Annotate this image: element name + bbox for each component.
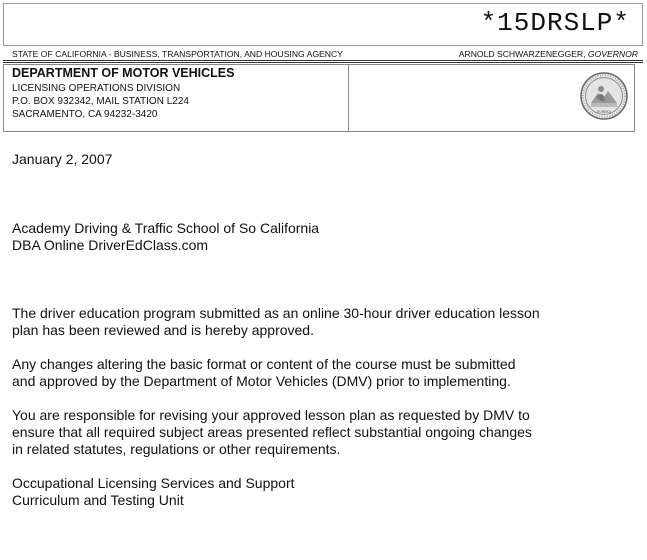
governor-name: ARNOLD SCHWARZENEGGER,	[458, 49, 586, 59]
recipient-line: Academy Driving & Traffic School of So California	[12, 220, 320, 236]
barcode-box	[3, 3, 643, 46]
state-seal-icon	[579, 71, 629, 121]
agency-header-line	[12, 48, 638, 60]
address-line: SACRAMENTO, CA 94232-3420	[12, 109, 158, 120]
department-name: DEPARTMENT OF MOTOR VEHICLES	[12, 66, 235, 80]
paragraph-1-line: The driver education program submitted as an online 30-hour driver education lesson	[12, 305, 540, 321]
signature-line: Curriculum and Testing Unit	[12, 492, 184, 508]
governor-title: GOVERNOR	[587, 49, 638, 59]
paragraph-2-line: Any changes altering the basic format or content of the course must be submitted	[12, 356, 516, 372]
agency-name: STATE OF CALIFORNIA - BUSINESS, TRANSPORTATION, AND HOUSING AGENCY	[12, 49, 343, 59]
paragraph-3-line: You are responsible for revising your approved lesson plan as requested by DMV to	[12, 407, 530, 423]
letter-date: January 2, 2007	[12, 151, 113, 167]
svg-text:EUREKA: EUREKA	[596, 110, 612, 114]
governor-credit	[459, 48, 638, 60]
header-rule-top	[3, 60, 643, 61]
signature-line: Occupational Licensing Services and Support	[12, 475, 295, 491]
barcode-text: *15DRSLP*	[480, 8, 630, 38]
letterhead-box	[3, 64, 635, 132]
recipient-line: DBA Online DriverEdClass.com	[12, 237, 209, 253]
paragraph-2-line: and approved by the Department of Motor Vehicles (DMV) prior to implementing.	[12, 373, 511, 389]
address-line: LICENSING OPERATIONS DIVISION	[12, 83, 181, 94]
header-rule-bottom	[3, 62, 643, 63]
paragraph-1-line: plan has been reviewed and is hereby approved.	[12, 322, 314, 338]
letterhead-divider	[348, 65, 349, 131]
address-line: P.O. BOX 932342, MAIL STATION L224	[12, 96, 189, 107]
paragraph-3-line: ensure that all required subject areas presented reflect substantial ongoing changes	[12, 424, 532, 440]
paragraph-3-line: in related statutes, regulations or other requirements.	[12, 441, 341, 457]
